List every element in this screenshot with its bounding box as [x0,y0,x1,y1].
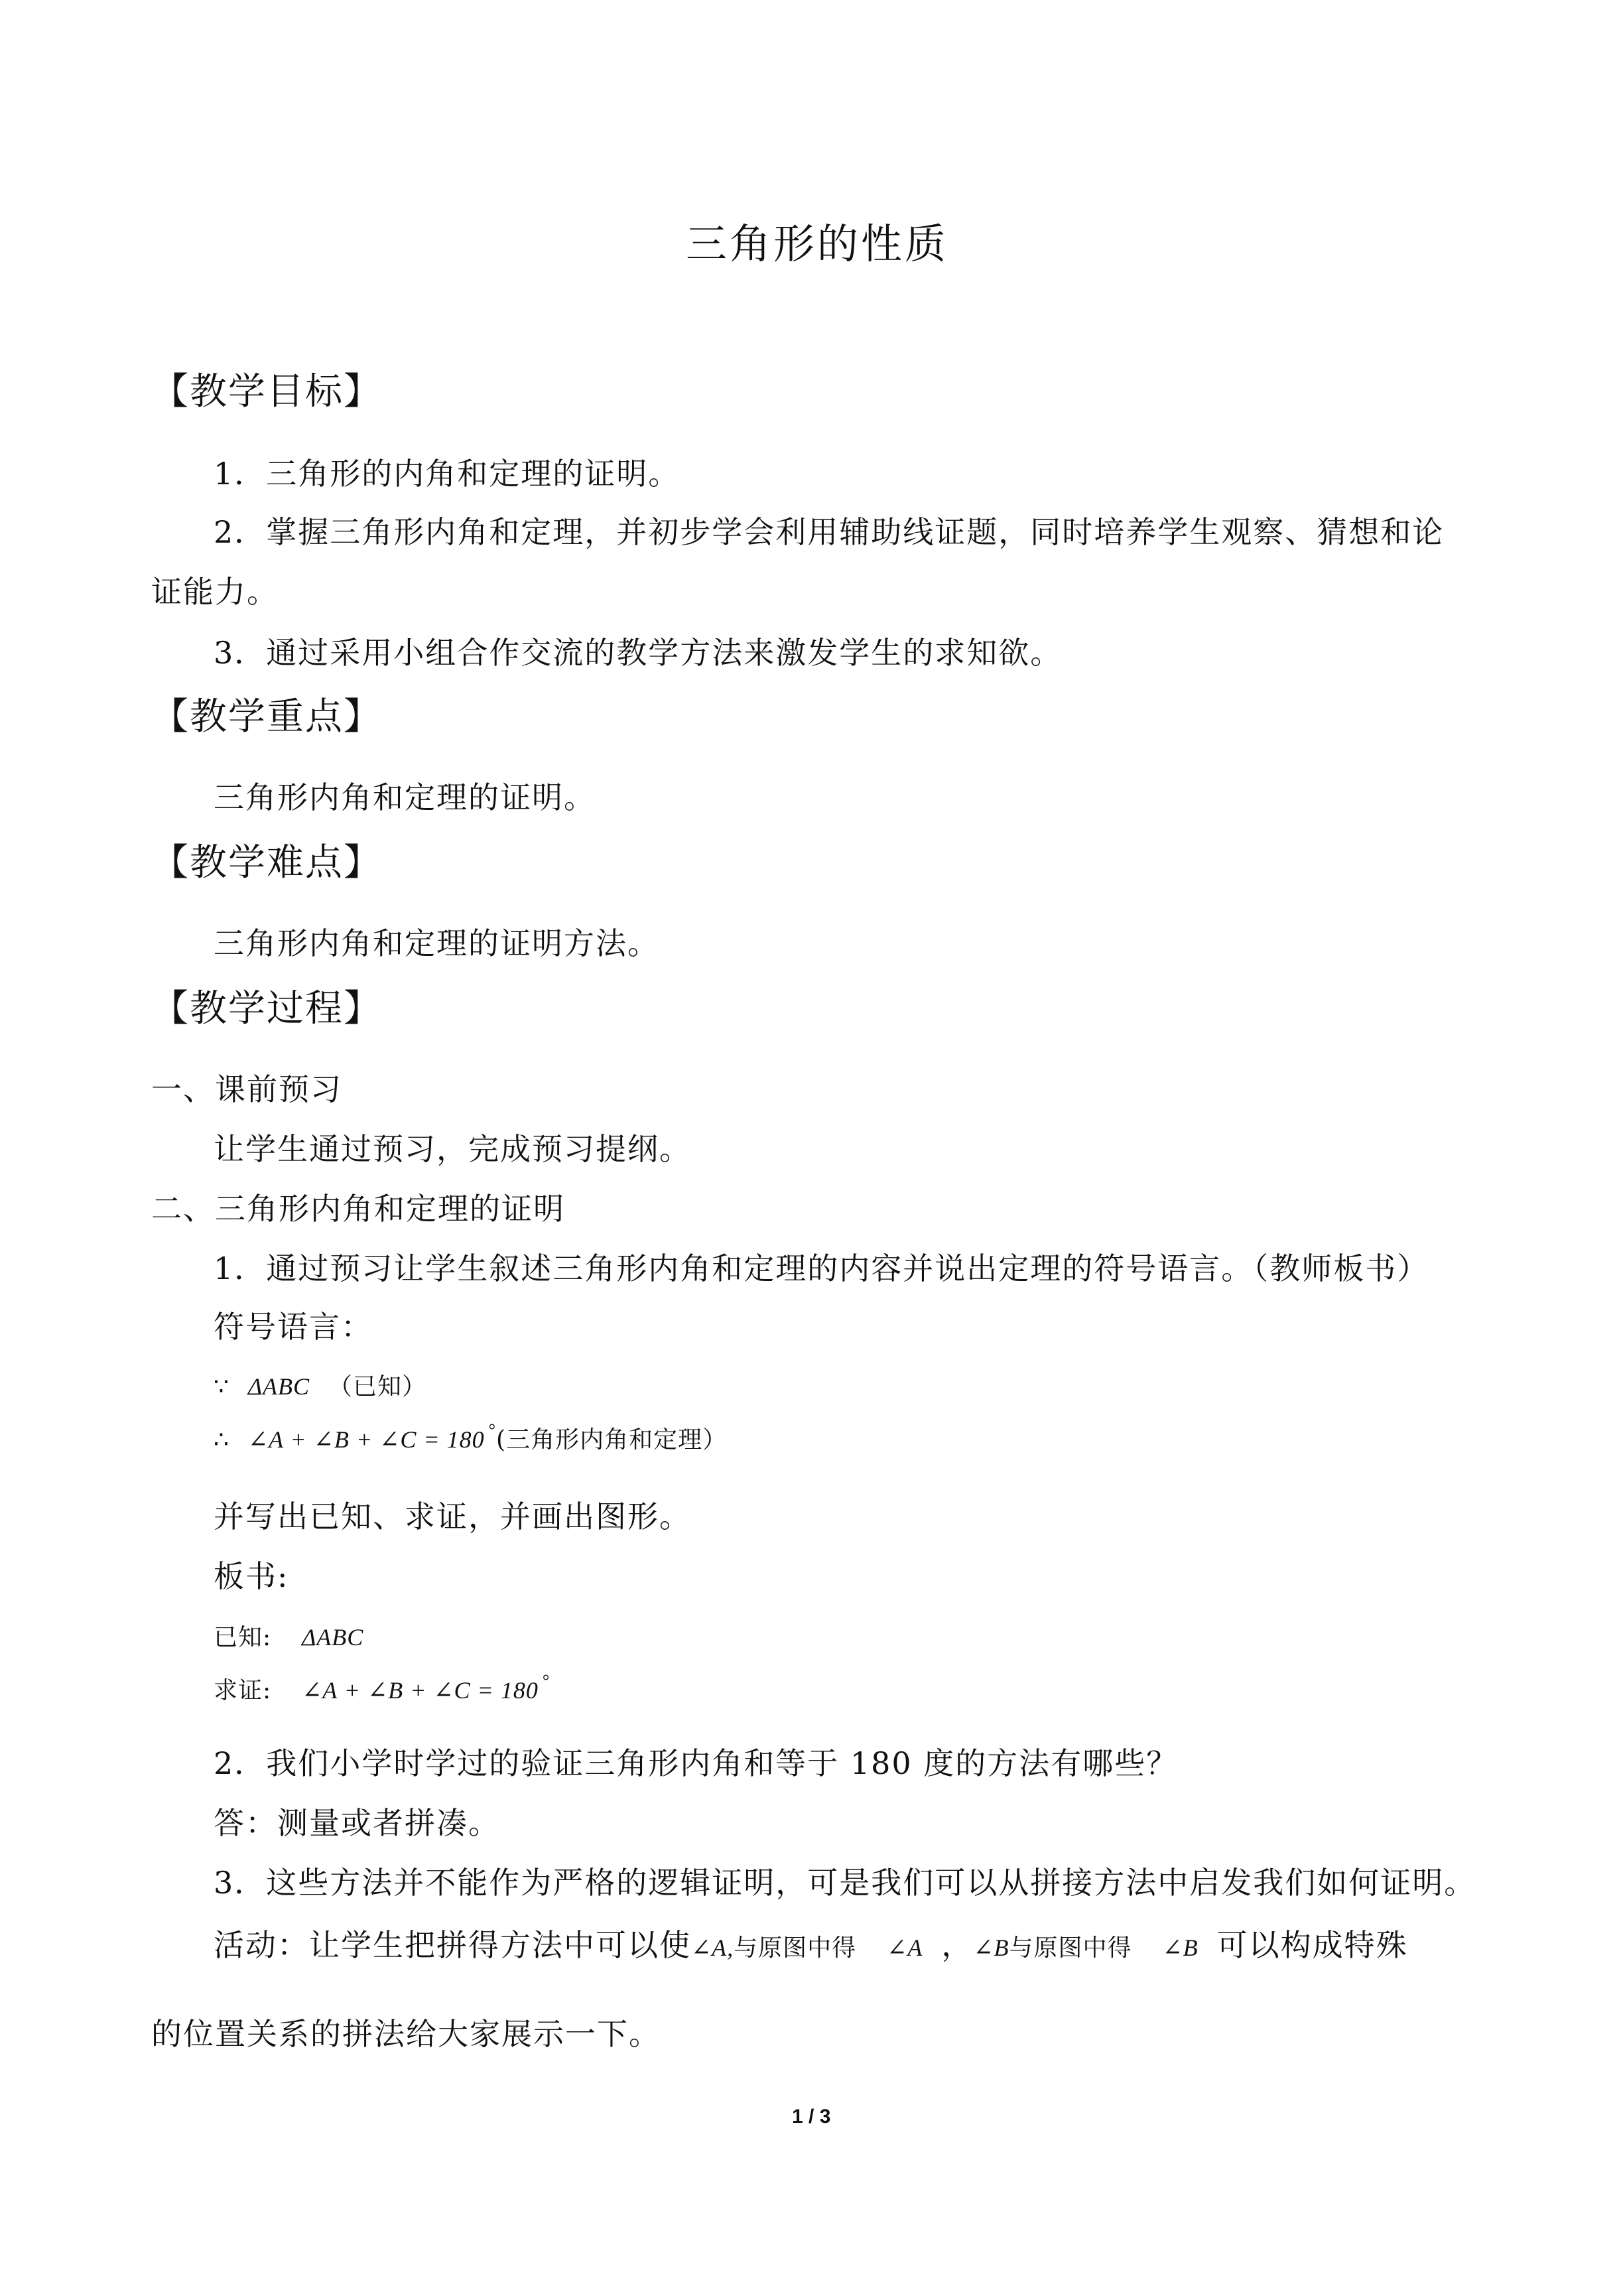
given-line [214,1619,363,1653]
process-heading: 【教学过程】 [151,987,382,1030]
objective-2: 2．掌握三角形内角和定理，并初步学会利用辅助线证题，同时培养学生观察、猜想和论 [214,514,1445,550]
page-title: 三角形的性质 [686,220,949,268]
prove-degree-sign: ° [542,1671,551,1690]
step-1: 1．通过预习让学生叙述三角形内角和定理的内容并说出定理的符号语言。（教师板书） [214,1250,1429,1286]
activity-with-original-2: 与原图中得 [1009,1934,1132,1962]
activity-line [214,1921,1408,1965]
section-2-title: 二、三角形内角和定理的证明 [151,1191,565,1227]
answer-2: 答：测量或者拼凑。 [214,1805,500,1841]
activity-suffix: 可以构成特殊 [1216,1927,1408,1963]
difficulty-heading: 【教学难点】 [151,841,382,884]
angle-sum: ∠A + ∠B + ∠C = 180 [247,1426,485,1453]
activity-comma: ， [941,1927,974,1963]
step-3: 3．这些方法并不能作为严格的逻辑证明，可是我们可以从拼接方法中启发我们如何证明。 [214,1865,1476,1901]
key-text: 三角形内角和定理的证明。 [214,779,596,815]
key-heading: 【教学重点】 [151,695,382,738]
board-label: 板书: [214,1558,289,1594]
given-triangle: ΔABC [302,1624,364,1651]
activity-line-2: 的位置关系的拼法给大家展示一下。 [151,2016,661,2052]
therefore-line [214,1421,727,1455]
degree-sign: ° [488,1420,497,1440]
difficulty-text: 三角形内角和定理的证明方法。 [214,925,659,961]
activity-with-original-1: 与原图中得 [734,1934,857,1962]
step-2: 2．我们小学时学过的验证三角形内角和等于 180 度的方法有哪些？ [214,1745,1179,1781]
prove-label: 求证: [214,1677,272,1704]
activity-angle-b2: ∠B [1162,1934,1199,1961]
activity-prefix: 活动：让学生把拼得方法中可以使 [214,1927,691,1963]
prove-line [214,1672,550,1706]
because-symbol: ∵ [214,1373,229,1400]
activity-angle-a1: ∠A, [691,1934,734,1961]
given-note: （已知） [328,1373,427,1400]
triangle-abc: ΔABC [247,1373,310,1400]
symbol-label: 符号语言： [214,1309,373,1345]
prove-angle-sum: ∠A + ∠B + ∠C = 180 [302,1677,539,1704]
therefore-symbol: ∴ [214,1426,229,1453]
objectives-heading: 【教学目标】 [151,370,382,413]
activity-angle-b: ∠B [973,1934,1009,1961]
objective-1: 1．三角形的内角和定理的证明。 [214,456,681,492]
objective-3: 3．通过采用小组合作交流的教学方法来激发学生的求知欲。 [214,635,1063,671]
given-label: 已知: [214,1624,272,1651]
activity-angle-a: ∠A [887,1934,923,1961]
write-given: 并写出已知、求证，并画出图形。 [214,1499,691,1534]
section-1-text: 让学生通过预习，完成预习提纲。 [214,1131,691,1167]
because-line [214,1368,426,1402]
section-1-title: 一、课前预习 [151,1071,342,1107]
objective-2-cont: 证能力。 [151,574,279,610]
page-number: 1 / 3 [792,2106,831,2127]
theorem-note: (三角形内角和定理） [496,1426,728,1453]
